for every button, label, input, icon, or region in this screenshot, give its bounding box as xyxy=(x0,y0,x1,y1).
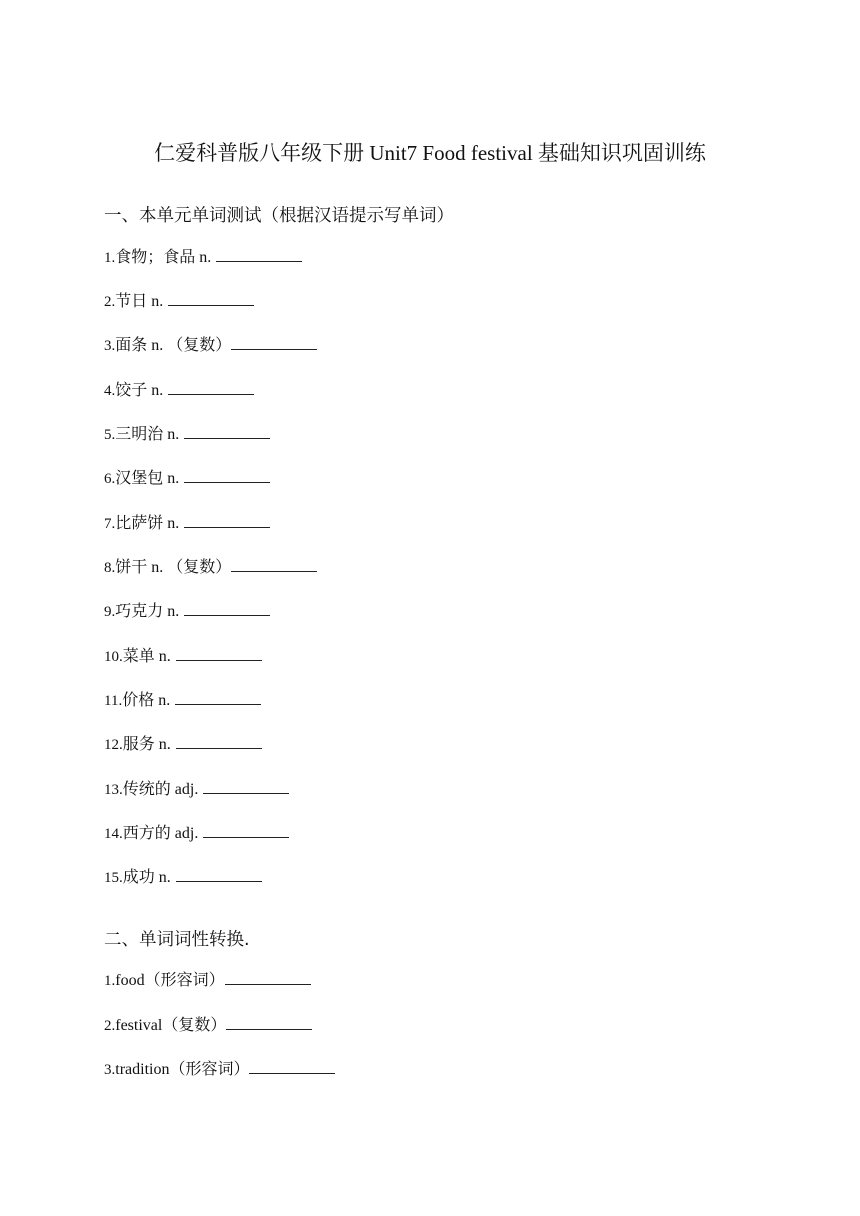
list-item xyxy=(104,380,254,401)
list-item xyxy=(104,1059,335,1080)
item-part-of-speech: n. xyxy=(167,515,180,532)
item-chinese: 饼干 xyxy=(115,557,148,576)
section2-heading: 二、单词词性转换. xyxy=(104,930,250,950)
item-number: 2. xyxy=(104,1018,116,1034)
item-part-of-speech: n. xyxy=(158,736,171,753)
item-part-of-speech: n. xyxy=(167,603,180,620)
answer-blank[interactable] xyxy=(216,247,302,262)
answer-blank[interactable] xyxy=(168,380,254,395)
list-item xyxy=(104,335,317,356)
document-title: 仁爱科普版八年级下册 Unit7 Food festival 基础知识巩固训练 xyxy=(154,141,706,165)
item-note: （形容词） xyxy=(169,1059,250,1078)
item-part-of-speech: n. xyxy=(158,648,171,665)
list-item xyxy=(104,690,261,711)
item-part-of-speech: n. xyxy=(151,337,164,354)
item-number: 11. xyxy=(104,693,123,709)
item-chinese: 饺子 xyxy=(115,380,148,399)
list-item xyxy=(104,291,254,312)
item-number: 6. xyxy=(104,471,116,487)
item-part-of-speech: adj. xyxy=(174,781,199,798)
list-item xyxy=(104,646,262,667)
item-part-of-speech: n. xyxy=(167,426,180,443)
item-part-of-speech: adj. xyxy=(174,825,199,842)
item-number: 13. xyxy=(104,782,123,798)
item-number: 1. xyxy=(104,973,116,989)
item-number: 4. xyxy=(104,383,116,399)
answer-blank[interactable] xyxy=(203,823,289,838)
item-part-of-speech: n. xyxy=(151,382,164,399)
item-chinese: 传统的 xyxy=(122,779,171,798)
list-item xyxy=(104,734,262,755)
item-chinese: 三明治 xyxy=(115,424,164,443)
answer-blank[interactable] xyxy=(231,557,317,572)
item-chinese: 服务 xyxy=(122,734,155,753)
item-part-of-speech: n. xyxy=(199,249,212,266)
answer-blank[interactable] xyxy=(184,424,270,439)
item-number: 5. xyxy=(104,427,116,443)
answer-blank[interactable] xyxy=(231,335,317,350)
item-number: 1. xyxy=(104,250,116,266)
item-chinese: 价格 xyxy=(122,690,155,709)
list-item xyxy=(104,468,270,489)
item-part-of-speech: n. xyxy=(167,470,180,487)
item-part-of-speech: n. xyxy=(151,559,164,576)
item-part-of-speech: n. xyxy=(158,692,171,709)
item-chinese: 巧克力 xyxy=(115,601,164,620)
item-number: 8. xyxy=(104,560,116,576)
answer-blank[interactable] xyxy=(184,601,270,616)
item-chinese: 菜单 xyxy=(122,646,155,665)
answer-blank[interactable] xyxy=(176,646,262,661)
item-chinese: 西方的 xyxy=(122,823,171,842)
answer-blank[interactable] xyxy=(184,468,270,483)
item-number: 7. xyxy=(104,516,116,532)
list-item xyxy=(104,779,289,800)
item-chinese: 汉堡包 xyxy=(115,468,164,487)
item-part-of-speech: n. xyxy=(151,293,164,310)
item-note: （复数） xyxy=(167,335,232,354)
item-part-of-speech: n. xyxy=(158,869,171,886)
list-item xyxy=(104,424,270,445)
answer-blank[interactable] xyxy=(225,970,311,985)
item-note: （复数） xyxy=(162,1015,227,1034)
list-item xyxy=(104,247,302,268)
list-item xyxy=(104,601,270,622)
item-number: 14. xyxy=(104,826,123,842)
list-item xyxy=(104,970,311,991)
item-word: tradition xyxy=(115,1061,170,1078)
answer-blank[interactable] xyxy=(168,291,254,306)
list-item xyxy=(104,513,270,534)
item-chinese: 食物；食品 xyxy=(115,247,196,266)
item-number: 15. xyxy=(104,870,123,886)
answer-blank[interactable] xyxy=(176,734,262,749)
item-number: 3. xyxy=(104,338,116,354)
item-note: （形容词） xyxy=(144,970,225,989)
answer-blank[interactable] xyxy=(176,867,262,882)
item-chinese: 比萨饼 xyxy=(115,513,164,532)
item-number: 2. xyxy=(104,294,116,310)
list-item xyxy=(104,1015,312,1036)
list-item xyxy=(104,867,262,888)
item-number: 10. xyxy=(104,649,123,665)
item-chinese: 节日 xyxy=(115,291,148,310)
list-item xyxy=(104,557,317,578)
item-note: （复数） xyxy=(167,557,232,576)
section1-heading: 一、本单元单词测试（根据汉语提示写单词） xyxy=(104,206,454,226)
list-item xyxy=(104,823,289,844)
item-word: festival xyxy=(115,1017,163,1034)
item-chinese: 面条 xyxy=(115,335,148,354)
item-number: 3. xyxy=(104,1062,116,1078)
answer-blank[interactable] xyxy=(203,779,289,794)
item-chinese: 成功 xyxy=(122,867,155,886)
item-number: 12. xyxy=(104,737,123,753)
answer-blank[interactable] xyxy=(226,1015,312,1030)
item-number: 9. xyxy=(104,604,116,620)
answer-blank[interactable] xyxy=(184,513,270,528)
item-word: food xyxy=(115,972,145,989)
answer-blank[interactable] xyxy=(175,690,261,705)
answer-blank[interactable] xyxy=(249,1059,335,1074)
